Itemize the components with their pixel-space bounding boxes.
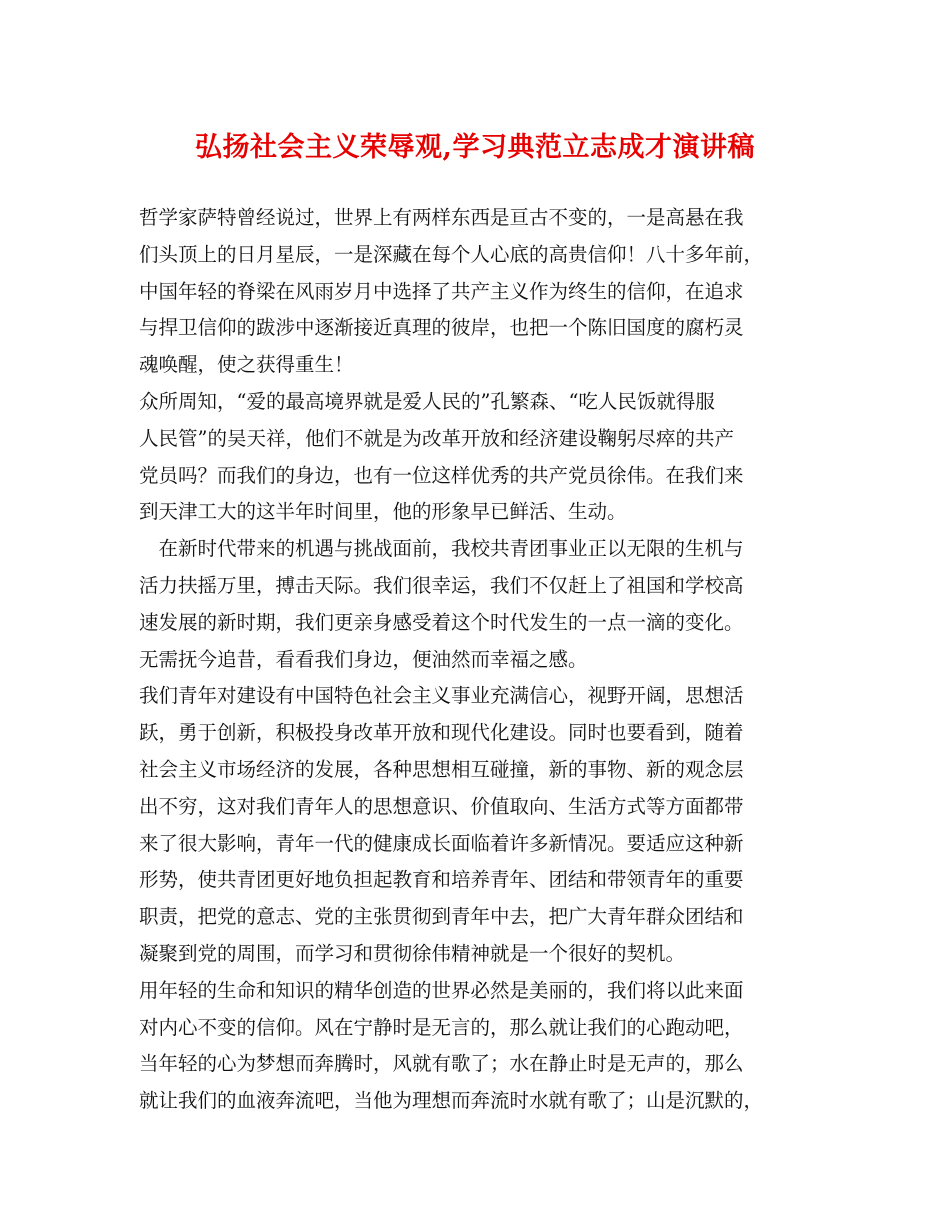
body-line: 对内心不变的信仰。风在宁静时是无言的，那么就让我们的心跑动吧，	[139, 1015, 744, 1039]
body-line: 我们青年对建设有中国特色社会主义事业充满信心，视野开阔，思想活	[139, 684, 744, 708]
body-line: 活力扶摇万里，搏击天际。我们很幸运，我们不仅赶上了祖国和学校高	[139, 573, 744, 597]
body-line: 众所周知，“爱的最高境界就是爱人民的”孔繁森、“吃人民饭就得服	[139, 389, 715, 413]
body-line: 凝聚到党的周围，而学习和贯彻徐伟精神就是一个很好的契机。	[139, 941, 686, 965]
body-line: 职责，把党的意志、党的主张贯彻到青年中去，把广大青年群众团结和	[139, 905, 744, 929]
body-line: 无需抚今追昔，看看我们身边，便油然而幸福之感。	[139, 647, 588, 671]
body-line: 速发展的新时期，我们更亲身感受着这个时代发生的一点一滴的变化。	[139, 610, 744, 634]
body-line: 与捍卫信仰的跋涉中逐渐接近真理的彼岸，也把一个陈旧国度的腐朽灵	[139, 316, 744, 340]
body-line: 到天津工大的这半年时间里，他的形象早已鲜活、生动。	[139, 500, 627, 524]
body-line: 跃，勇于创新，积极投身改革开放和现代化建设。同时也要看到，随着	[139, 721, 744, 745]
body-line: 就让我们的血液奔流吧，当他为理想而奔流时水就有歌了；山是沉默的，	[139, 1089, 764, 1113]
body-line: 出不穷，这对我们青年人的思想意识、价值取向、生活方式等方面都带	[139, 794, 744, 818]
document-body	[139, 200, 829, 1120]
body-line: 用年轻的生命和知识的精华创造的世界必然是美丽的，我们将以此来面	[139, 978, 744, 1002]
body-line: 们头顶上的日月星辰，一是深藏在每个人心底的高贵信仰！八十多年前，	[139, 242, 764, 266]
body-line: 哲学家萨特曾经说过，世界上有两样东西是亘古不变的，一是高悬在我	[139, 206, 744, 229]
body-line: 社会主义市场经济的发展，各种思想相互碰撞，新的事物、新的观念层	[139, 757, 744, 781]
body-line: 魂唤醒，使之获得重生！	[139, 353, 354, 377]
body-line: 党员吗？而我们的身边，也有一位这样优秀的共产党员徐伟。在我们来	[139, 463, 744, 487]
body-line: 形势，使共青团更好地负担起教育和培养青年、团结和带领青年的重要	[139, 868, 744, 892]
body-line: 来了很大影响，青年一代的健康成长面临着许多新情况。要适应这种新	[139, 831, 744, 855]
body-line: 当年轻的心为梦想而奔腾时，风就有歌了；水在静止时是无声的，那么	[139, 1052, 744, 1076]
body-line: 人民管”的吴天祥，他们不就是为改革开放和经济建设鞠躬尽瘁的共产	[139, 426, 734, 450]
body-line: 在新时代带来的机遇与挑战面前，我校共青团事业正以无限的生机与	[139, 537, 744, 561]
body-line: 中国年轻的脊梁在风雨岁月中选择了共产主义作为终生的信仰，在追求	[139, 279, 744, 303]
document-title: 弘扬社会主义荣辱观,学习典范立志成才演讲稿	[195, 132, 755, 163]
